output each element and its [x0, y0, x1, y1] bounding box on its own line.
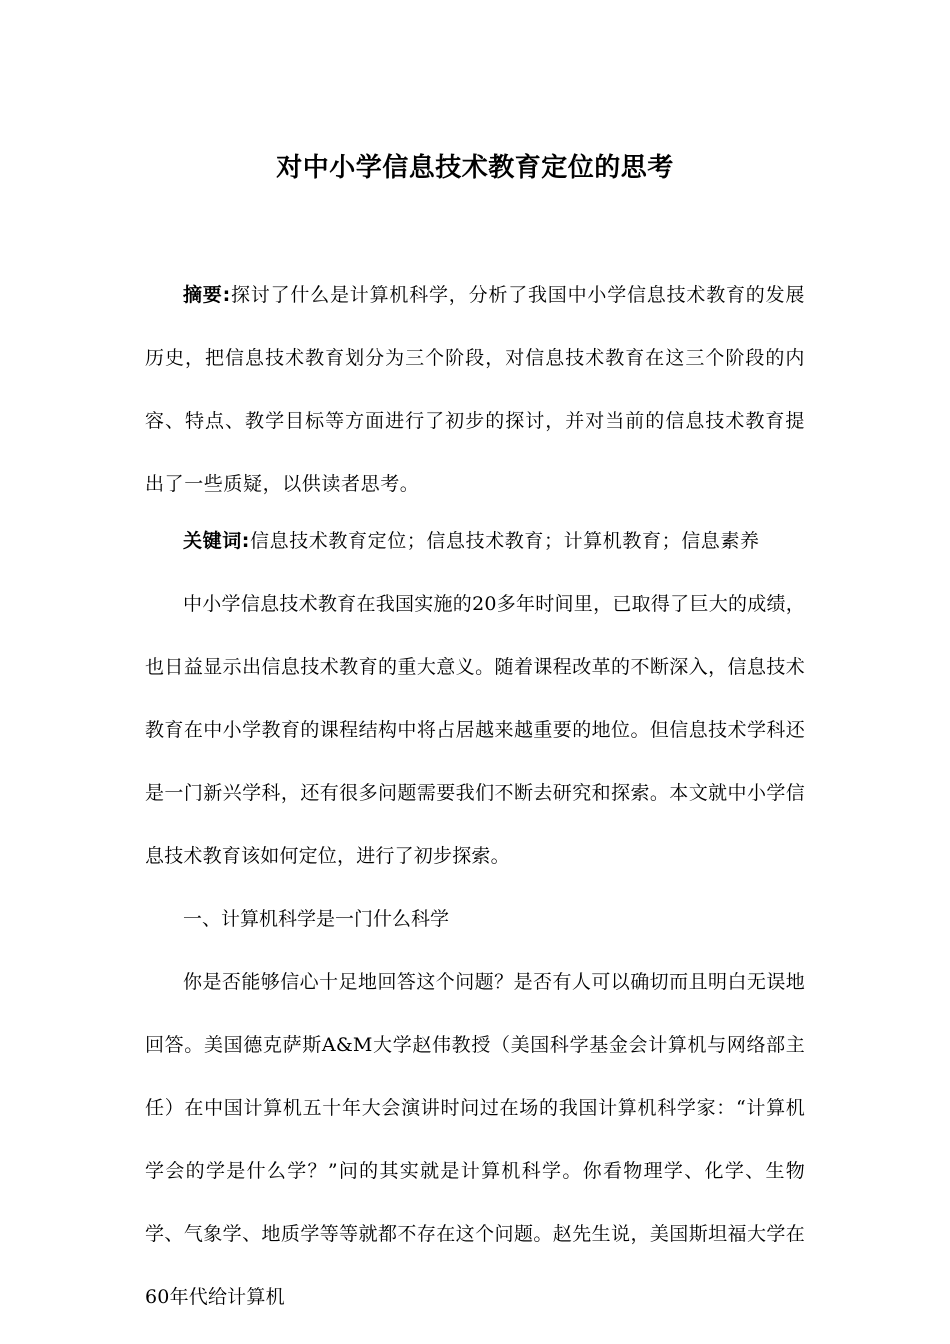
abstract-text: 探讨了什么是计算机科学，分析了我国中小学信息技术教育的发展历史，把信息技术教育划分为三个阶段，对信息技术教育在这三个阶段的内容、特点、教学目标等方面进行了初步的探讨，并对当前的信息技术教育提出了一些质疑，以供读者思考。	[145, 284, 806, 495]
keywords-label: 关键词:	[183, 530, 250, 552]
abstract-paragraph	[145, 264, 805, 516]
abstract-label: 摘要:	[183, 284, 231, 306]
document-body	[145, 264, 805, 1329]
document-title: 对中小学信息技术教育定位的思考	[276, 153, 674, 183]
section-paragraph: 你是否能够信心十足地回答这个问题？是否有人可以确切而且明白无误地回答。美国德克萨斯A&M大学赵伟教授（美国科学基金会计算机与网络部主任）在中国计算机五十年大会演讲时问过在场的我国计算机科学家：“计算机学会的学是什么学？”问的其实就是计算机科学。你看物理学、化学、生物学、气象学、地质学等等就都不存在这个问题。赵先生说，美国斯坦福大学在60年代给计算机	[145, 971, 805, 1308]
keywords-text: 信息技术教育定位；信息技术教育；计算机教育；信息素养	[250, 530, 760, 552]
keywords-paragraph	[145, 510, 805, 573]
intro-paragraph: 中小学信息技术教育在我国实施的20多年时间里，已取得了巨大的成绩，也日益显示出信息技术教育的重大意义。随着课程改革的不断深入，信息技术教育在中小学教育的课程结构中将占居越来越重要的地位。但信息技术学科还是一门新兴学科，还有很多问题需要我们不断去研究和探索。本文就中小学信息技术教育该如何定位，进行了初步探索。	[145, 593, 805, 867]
section-heading: 一、计算机科学是一门什么科学	[183, 908, 450, 930]
